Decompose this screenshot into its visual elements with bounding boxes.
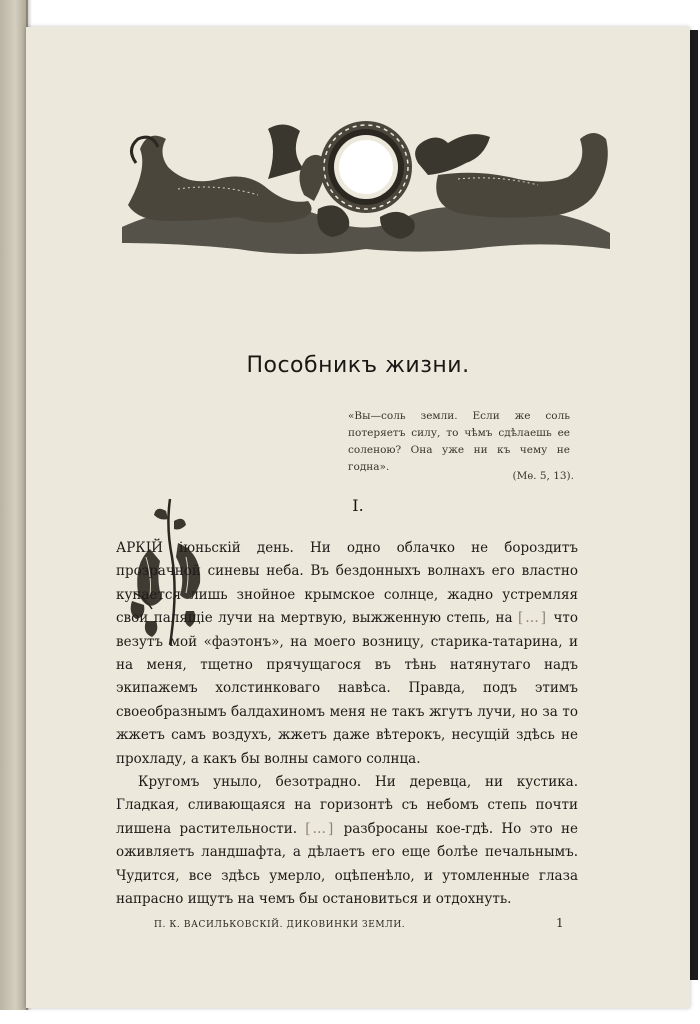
epigraph-source: (Мѳ. 5, 13). [512, 470, 574, 482]
book-cover-edge [689, 30, 698, 980]
paragraph-2-start: Кругомъ уныло, безотрадно. Ни деревца, ни кустика. Гладкая, сливающаяся на горизонтѣ съ небомъ степь почти лишена растительности. [116, 774, 578, 837]
book-page [26, 27, 690, 1008]
paragraph-2 [116, 771, 578, 911]
illegible-gap-marker: […] [305, 820, 336, 837]
illegible-gap-marker: […] [517, 610, 549, 627]
running-footer: П. К. ВАСИЛЬКОВСКІЙ. ДИКОВИНКИ ЗЕМЛИ. [154, 920, 406, 930]
paragraph-1-start: АРКІЙ іюньскій день. Ни одно облачко не бороздитъ прозрачной синевы неба. Въ бездонныхъ волнахъ его властно купается лишь знойное крымское солнце, жадно устремляя свои палящіе лучи на мертвую, выжженную степь, на [116, 540, 578, 627]
section-number: I. [352, 496, 364, 515]
paragraph-1-end: что везутъ мой «фаэтонъ», на моего возницу, старика-татарина, и на меня, тщетно прячущагося въ тѣнь натянутаго надъ экипажемъ холстинковаго навѣса. Правда, подъ этимъ своеобразнымъ балдахиномъ меня не такъ жгутъ лучи, но за то жжетъ самъ воздухъ, жжетъ даже вѣтерокъ, несущій здѣсь не прохладу, а какъ бы волны самого солнца. [116, 610, 578, 767]
epigraph-text: «Вы—соль земли. Если же соль потеряетъ силу, то чѣмъ сдѣлаешь ее соленою? Она уже ни къ чему не годна». [348, 410, 570, 473]
dragon-headpiece-ornament [118, 109, 614, 261]
book-binding [0, 0, 28, 1010]
chapter-title: Пособникъ жизни. [246, 353, 470, 378]
page-number: 1 [556, 916, 564, 930]
paragraph-1 [116, 537, 578, 771]
paragraph-2-end: разбросаны кое-гдѣ. Но это не оживляетъ ландшафта, а дѣлаетъ его еще болѣе печальнымъ. Чудится, все здѣсь умерло, оцѣпенѣло, и утомленные глаза напрасно ищутъ на чемъ бы остановиться и отдохнуть. [116, 820, 578, 908]
body-text [116, 537, 578, 912]
